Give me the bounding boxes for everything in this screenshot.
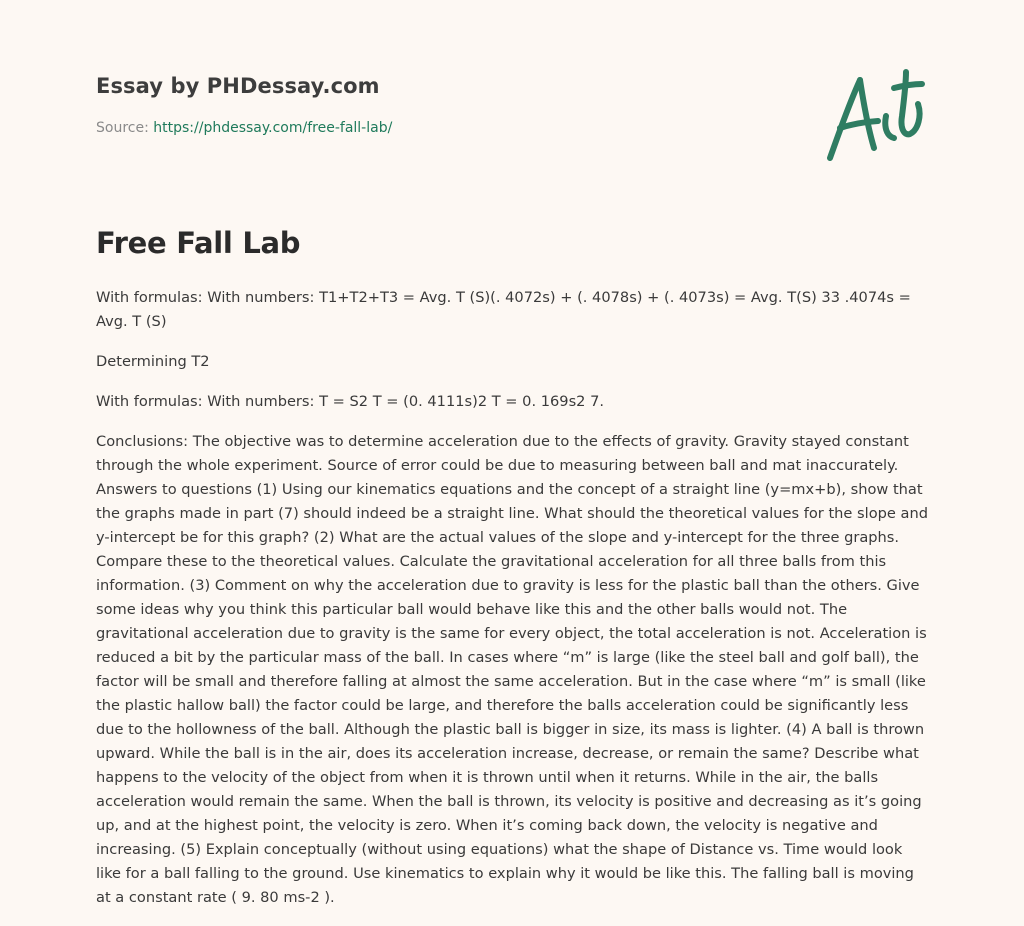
brand-name: Essay by PHDessay.com <box>96 74 380 98</box>
paragraph-determining-t2: Determining T2 <box>96 353 210 370</box>
source-line <box>96 120 796 136</box>
page-header <box>96 74 796 136</box>
article-body <box>96 286 930 926</box>
a-plus-logo-icon <box>822 66 932 166</box>
paragraph-formulas-t2: With formulas: With numbers: T = S2 T = (0. 4111s)2 T = 0. 169s2 7. <box>96 393 605 410</box>
paragraph-conclusions: Conclusions: The objective was to determine acceleration due to the effects of gravity. Gravity stayed constant through the whole experiment. Source of error could be due to measuring between ball and mat inaccurately. Answers to questions (1) Using our kinematics equations and the concept of a straight line (y=mx+b), show that the graphs made in part (7) should indeed be a straight line. What should the theoretical values for the slope and y-intercept be for this graph? (2) What are the actual values of the slope and y-intercept for the three graphs. Compare these to the theoretical values. Calculate the gravitational acceleration for all three balls from this information. (3) Comment on why the acceleration due to gravity is less for the plastic ball than the others. Give some ideas why you think this particular ball would behave like this and the other balls would not. The gravitational acceleration due to gravity is the same for every object, the total acceleration is not. Acceleration is reduced a bit by the particular mass of the ball. In cases where “m” is large (like the steel ball and golf ball), the factor will be small and therefore falling at almost the same acceleration. But in the case where “m” is small (like the plastic hallow ball) the factor could be large, and therefore the balls acceleration could be significantly less due to the hollowness of the ball. Although the plastic ball is bigger in size, its mass is lighter. (4) A ball is thrown upward. While the ball is in the air, does its acceleration increase, decrease, or remain the same? Describe what happens to the velocity of the object from when it is thrown until when it returns. While in the air, the balls acceleration would remain the same. When the ball is thrown, its velocity is positive and decreasing as it’s going up, and at the highest point, the velocity is zero. When it’s coming back down, the velocity is negative and increasing. (5) Explain conceptually (without using equations) what the shape of Distance vs. Time would look like for a ball falling to the ground. Use kinematics to explain why it would be like this. The falling ball is moving at a constant rate ( 9. 80 ms-2 ). <box>96 433 928 906</box>
source-link[interactable]: https://phdessay.com/free-fall-lab/ <box>153 120 393 136</box>
source-label: Source: <box>96 120 154 136</box>
article-title: Free Fall Lab <box>96 226 301 260</box>
paragraph-formulas-avg: With formulas: With numbers: T1+T2+T3 = Avg. T (S)(. 4072s) + (. 4078s) + (. 4073s) = Avg. T(S) 33 .4074s = Avg. T (S) <box>96 289 911 330</box>
